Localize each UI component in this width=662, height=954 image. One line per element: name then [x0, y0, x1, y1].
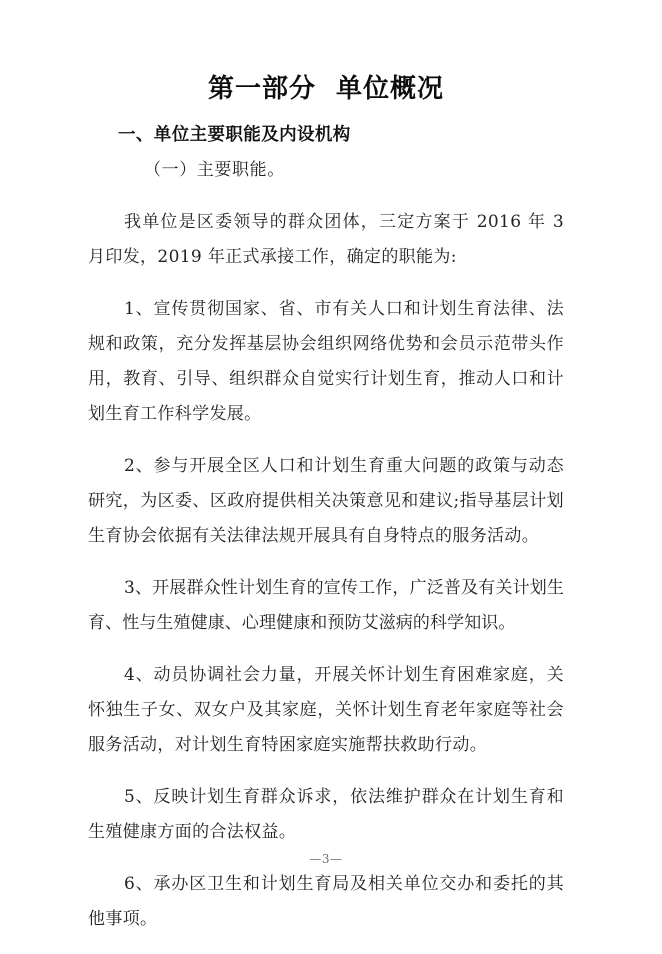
page-number: —3—	[309, 852, 343, 866]
duty-item-4: 4、动员协调社会力量，开展关怀计划生育困难家庭，关怀独生子女、双女户及其家庭，关怀计划生育老年家庭等社会服务活动，对计划生育特困家庭实施帮扶救助行动。	[88, 665, 564, 755]
section-heading-level-1: 一、单位主要职能及内设机构	[118, 125, 351, 145]
page-footer	[88, 848, 564, 867]
page-title: 第一部分 单位概况	[207, 74, 445, 104]
section-heading-level-2: （一）主要职能。	[144, 160, 285, 180]
duty-item-2: 2、参与开展全区人口和计划生育重大问题的政策与动态研究，为区委、区政府提供相关决策意见和建议;指导基层计划生育协会依据有关法律法规开展具有自身特点的服务活动。	[88, 456, 564, 546]
document-content-flow	[88, 118, 564, 954]
page-text-column	[88, 0, 564, 936]
duty-item-6: 6、承办区卫生和计划生育局及相关单位交办和委托的其他事项。	[88, 874, 564, 929]
duty-item-5: 5、反映计划生育群众诉求，依法维护群众在计划生育和生殖健康方面的合法权益。	[88, 787, 564, 842]
duty-item-1: 1、宣传贯彻国家、省、市有关人口和计划生育法律、法规和政策，充分发挥基层协会组织网络优势和会员示范带头作用，教育、引导、组织群众自觉实行计划生育，推动人口和计划生育工作科学发展。	[88, 299, 564, 424]
duty-item-3: 3、开展群众性计划生育的宣传工作，广泛普及有关计划生育、性与生殖健康、心理健康和预防艾滋病的科学知识。	[88, 578, 564, 633]
intro-paragraph: 我单位是区委领导的群众团体，三定方案于 2016 年 3 月印发，2019 年正式承接工作，确定的职能为:	[88, 212, 564, 267]
